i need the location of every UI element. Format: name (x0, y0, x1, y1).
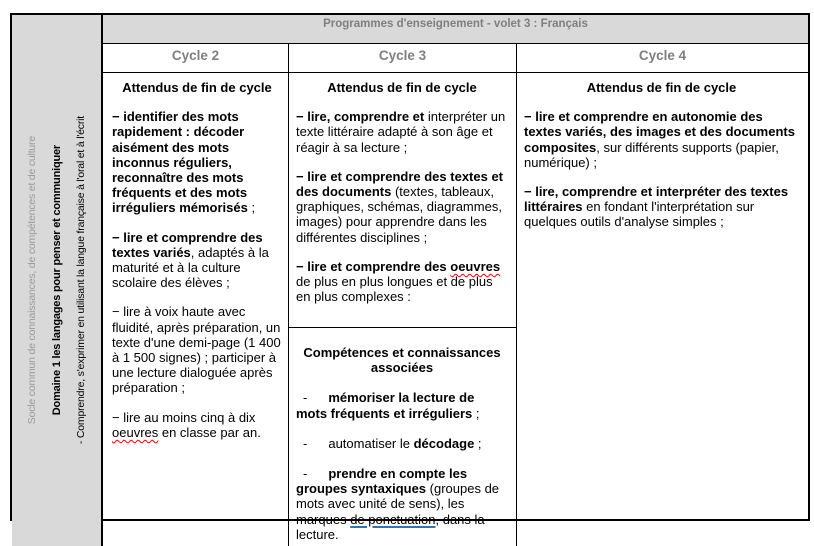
spellcheck-word-oeuvres: oeuvres (112, 424, 159, 440)
cycle-2-attendus-title: Attendus de fin de cycle (122, 80, 272, 95)
socle-commun-label: Socle commun de connaissances, de compétences et de culture (26, 136, 39, 425)
competences-title: Compétences et connaissances associées (303, 345, 501, 376)
programmes-header: Programmes d'enseignement - volet 3 : Français (103, 15, 808, 44)
competence-groupes-syntaxiques: - prendre en compte les groupes syntaxiques (groupes de mots avec unité de sens), les marques de ponctuation, dans la lecture. (296, 466, 500, 542)
cycle-2-item-lire-voix-haute: − lire à voix haute avec fluidité, après préparation, un texte d'une demi-page (1 400 à 1 500 signes) ; participer à une lecture dialoguée après préparation ; (112, 304, 281, 396)
cycle-3-header: Cycle 3 (289, 44, 517, 73)
grammar-check-de-ponctuation: de ponctuation (350, 511, 436, 527)
domaine-number: Domaine 1 (50, 361, 63, 416)
cycle-2-item-identifier: − identifier des mots rapidement : décoder aisément des mots inconnus réguliers, reconnaître des mots fréquents et des mots irréguliers mémorisés ; (112, 109, 256, 216)
cycle-4-item-autonomie: − lire et comprendre en autonomie des textes variés, des images et des documents composites, sur différents supports (papier, numérique) ; (524, 109, 795, 170)
spellcheck-word-oeuvres: oeuvres (450, 258, 501, 274)
cycle-2-item-lire-textes: − lire et comprendre des textes variés, adaptés à la maturité et à la culture scolaire des élèves ; (112, 229, 269, 291)
cycle-3-item-oeuvres: − lire et comprendre des oeuvres de plus en plus longues et de plus en plus complexes : (296, 258, 501, 305)
cycle-4-content-cell (517, 73, 808, 546)
cycle-4-header: Cycle 4 (517, 44, 808, 73)
cycle-4-item-interpreter: − lire, comprendre et interpréter des textes littéraires en fondant l'interprétation sur quelques outils d'analyse simples ; (524, 184, 789, 230)
cycle-4-attendus-title: Attendus de fin de cycle (586, 80, 737, 95)
cycle-3-attendus-cell (289, 73, 516, 328)
competence-automatiser: - automatiser le décodage ; (303, 435, 482, 451)
domaine-text: les langages pour penser et communiquer (50, 145, 63, 362)
domaine-1-label (51, 145, 63, 415)
cycle-3-attendus-title: Attendus de fin de cycle (327, 80, 477, 95)
sidebar-cell (12, 15, 103, 546)
cycle-2-item-lire-oeuvres: − lire au moins cinq à dix oeuvres en classe par an. (112, 409, 261, 440)
cycle-2-header: Cycle 2 (103, 44, 289, 73)
cycle-3-item-textes-documents: − lire et comprendre des textes et des documents (textes, tableaux, graphiques, schémas, diagrammes, images) pour apprendre dans les différentes disciplines ; (296, 168, 504, 245)
competence-memoriser: - mémoriser la lecture de mots fréquents et irréguliers ; (296, 390, 480, 421)
comprendre-label: - Comprendre, s'exprimer en utilisant la langue française à l'oral et à l'écrit (74, 116, 87, 445)
cycle-2-content-cell (103, 73, 289, 546)
cycle-3-competences-cell (289, 328, 516, 546)
programme-table (10, 13, 810, 542)
cycle-3-item-interpreter: − lire, comprendre et interpréter un texte littéraire adapté à son âge et réagir à sa lecture ; (296, 109, 506, 155)
cycle-3-content-cell (289, 73, 517, 546)
